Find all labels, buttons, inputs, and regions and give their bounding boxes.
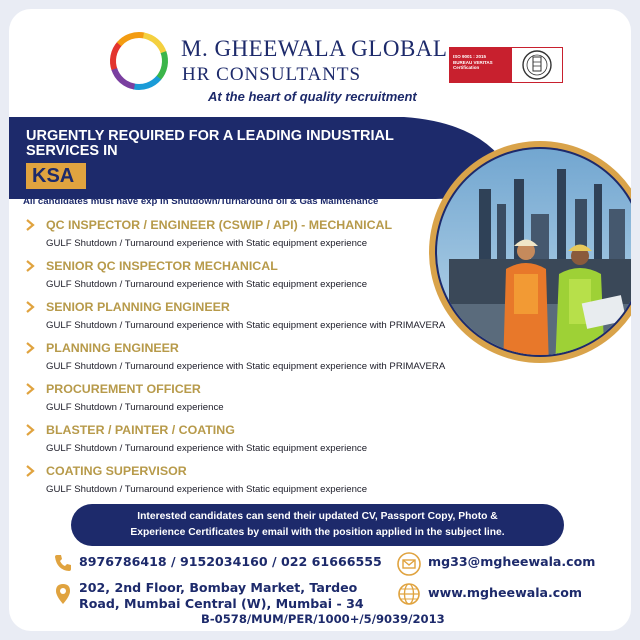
phone-icon — [53, 553, 73, 573]
certification-text: ISO 9001 : 2015 BUREAU VERITAS Certification — [449, 47, 511, 83]
phone-numbers[interactable]: 8976786418 / 9152034160 / 022 61666555 — [79, 554, 382, 569]
job-title: BLASTER / PAINTER / COATING — [46, 423, 235, 437]
job-title: COATING SUPERVISOR — [46, 464, 187, 478]
job-title: QC INSPECTOR / ENGINEER (CSWIP / API) - MECHANICAL — [46, 218, 393, 232]
chevron-right-icon — [25, 342, 35, 354]
chevron-right-icon — [25, 219, 35, 231]
apply-instructions: Interested candidates can send their updated CV, Passport Copy, Photo & Experience Certificates by email with the position applied in the subject line. — [71, 504, 564, 546]
job-description: GULF Shutdown / Turnaround experience with Static equipment experience with PRIMAVERA — [46, 320, 446, 331]
list-item — [25, 382, 525, 423]
country-label: KSA — [26, 163, 86, 189]
job-description: GULF Shutdown / Turnaround experience with Static equipment experience — [46, 443, 368, 454]
globe-icon — [397, 582, 421, 606]
requirement-note: All candidates must have exp in Shutdown/Turnaround oil & Gas Maintenance — [23, 196, 379, 207]
chevron-right-icon — [25, 301, 35, 313]
job-title: SENIOR PLANNING ENGINEER — [46, 300, 230, 314]
chevron-right-icon — [25, 465, 35, 477]
company-subtitle: HR CONSULTANTS — [182, 64, 362, 85]
list-item — [25, 218, 525, 259]
job-description: GULF Shutdown / Turnaround experience with Static equipment experience — [46, 238, 368, 249]
job-title: PLANNING ENGINEER — [46, 341, 179, 355]
job-list — [25, 218, 525, 505]
license-number: B-0578/MUM/PER/1000+/5/9039/2013 — [201, 612, 445, 626]
envelope-icon — [397, 552, 421, 576]
website-link[interactable]: www.mgheewala.com — [428, 585, 583, 600]
tagline: At the heart of quality recruitment — [208, 89, 417, 104]
list-item — [25, 300, 525, 341]
list-item — [25, 259, 525, 300]
job-description: GULF Shutdown / Turnaround experience with Static equipment experience — [46, 484, 368, 495]
list-item — [25, 423, 525, 464]
chevron-right-icon — [25, 260, 35, 272]
job-description: GULF Shutdown / Turnaround experience — [46, 402, 224, 413]
email-link[interactable]: mg33@mgheewala.com — [428, 554, 596, 569]
chevron-right-icon — [25, 424, 35, 436]
list-item — [25, 341, 525, 382]
company-name: M. GHEEWALA GLOBAL — [181, 36, 448, 61]
headline: URGENTLY REQUIRED FOR A LEADING INDUSTRIAL SERVICES IN — [26, 128, 394, 159]
map-pin-icon — [55, 583, 71, 605]
chevron-right-icon — [25, 383, 35, 395]
job-description: GULF Shutdown / Turnaround experience with Static equipment experience with PRIMAVERA — [46, 361, 446, 372]
job-title: PROCUREMENT OFFICER — [46, 382, 201, 396]
list-item — [25, 464, 525, 505]
job-title: SENIOR QC INSPECTOR MECHANICAL — [46, 259, 278, 273]
address: 202, 2nd Floor, Bombay Market, Tardeo Road, Mumbai Central (W), Mumbai - 34 — [79, 580, 364, 611]
certification-badge — [449, 47, 563, 83]
bureau-veritas-seal-icon — [511, 47, 563, 83]
job-description: GULF Shutdown / Turnaround experience with Static equipment experience — [46, 279, 368, 290]
job-advert-card — [9, 9, 631, 631]
company-logo-icon — [108, 30, 170, 92]
